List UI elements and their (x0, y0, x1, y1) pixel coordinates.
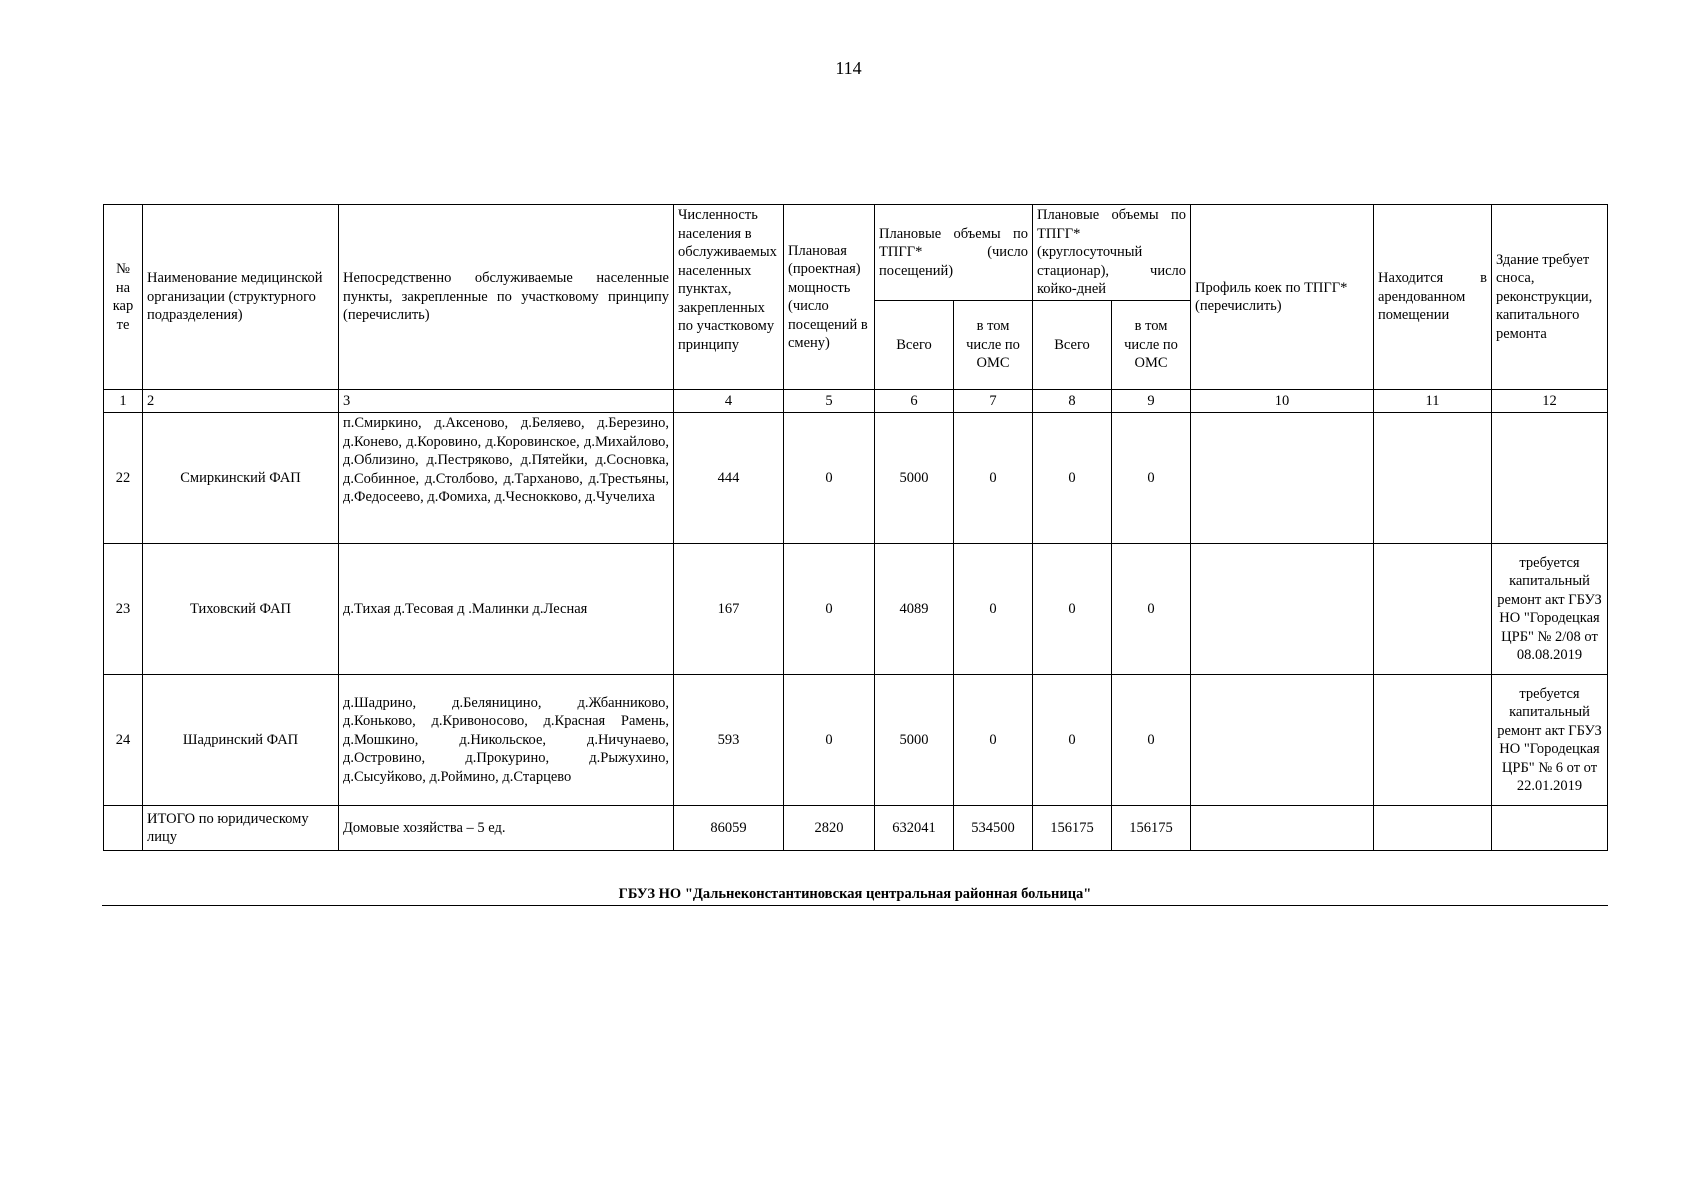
table-row (104, 675, 1608, 806)
column-number: 12 (1492, 390, 1608, 413)
bed-profile-value (1191, 413, 1374, 544)
header-organization-name: Наименование медицинской организации (структурного подразделения) (143, 205, 339, 390)
header-capacity: Плановая (проектная) мощность (число посещений в смену) (784, 205, 875, 390)
settlements-list: д.Шадрино, д.Беляницино, д.Жбанниково, д.Коньково, д.Кривоносово, д.Красная Рамень, д.Мошкино, д.Никольское, д.Ничунаево, д.Островино, д.Прокурино, д.Рыжухино, д.Сысуйково, д.Роймино, д.Старцево (339, 675, 674, 806)
column-number: 11 (1374, 390, 1492, 413)
facility-name: Шадринский ФАП (143, 675, 339, 806)
total-number (104, 806, 143, 851)
column-number: 8 (1033, 390, 1112, 413)
header-population: Численность населения в обслуживаемых населенных пунктах, закрепленных по участковому принципу (674, 205, 784, 390)
column-number: 6 (875, 390, 954, 413)
facilities-table (103, 204, 1608, 851)
total-beds-total: 156175 (1033, 806, 1112, 851)
header-visits-total: Всего (875, 300, 954, 390)
capacity-value: 0 (784, 675, 875, 806)
row-number: 22 (104, 413, 143, 544)
facility-name: Тиховский ФАП (143, 544, 339, 675)
next-organization-title: ГБУЗ НО "Дальнеконстантиновская центральная районная больница" (618, 886, 1092, 902)
column-number: 9 (1112, 390, 1191, 413)
rented-value (1374, 413, 1492, 544)
beds-oms-value: 0 (1112, 413, 1191, 544)
visits-oms-value: 0 (954, 675, 1033, 806)
header-beds-oms: в том числе по ОМС (1112, 300, 1191, 390)
rented-value (1374, 544, 1492, 675)
capacity-value: 0 (784, 544, 875, 675)
rented-value (1374, 675, 1492, 806)
column-number: 5 (784, 390, 875, 413)
capacity-value: 0 (784, 413, 875, 544)
column-number: 2 (143, 390, 339, 413)
column-number: 10 (1191, 390, 1374, 413)
header-settlements: Непосредственно обслуживаемые населенные пункты, закрепленные по участковому принципу (перечислить) (339, 205, 674, 390)
total-population: 86059 (674, 806, 784, 851)
table-row (104, 413, 1608, 544)
column-number: 1 (104, 390, 143, 413)
total-capacity: 2820 (784, 806, 875, 851)
row-number: 23 (104, 544, 143, 675)
building-condition-value (1492, 413, 1608, 544)
visits-oms-value: 0 (954, 413, 1033, 544)
total-rented (1374, 806, 1492, 851)
building-condition-value: требуется капитальный ремонт акт ГБУЗ НО "Городецкая ЦРБ" № 6 от от 22.01.2019 (1492, 675, 1608, 806)
building-condition-value: требуется капитальный ремонт акт ГБУЗ НО "Городецкая ЦРБ" № 2/08 от 08.08.2019 (1492, 544, 1608, 675)
visits-total-value: 4089 (875, 544, 954, 675)
total-bed-profile (1191, 806, 1374, 851)
row-number: 24 (104, 675, 143, 806)
facility-name: Смиркинский ФАП (143, 413, 339, 544)
visits-oms-value: 0 (954, 544, 1033, 675)
header-row-1 (104, 205, 1608, 301)
column-number: 4 (674, 390, 784, 413)
header-visits-oms: в том числе по ОМС (954, 300, 1033, 390)
title-underline (102, 905, 1608, 906)
settlements-list: п.Смиркино, д.Аксеново, д.Беляево, д.Березино, д.Конево, д.Коровино, д.Коровинское, д.Михайлово, д.Облизино, д.Пестряково, д.Пятейки, д.Сосновка, д.Собинное, д.Столбово, д.Тарханово, д.Трестьяны, д.Федосеево, д.Фомиха, д.Чеснокково, д.Чучелиха (339, 413, 674, 544)
beds-total-value: 0 (1033, 413, 1112, 544)
bed-profile-value (1191, 544, 1374, 675)
population-value: 593 (674, 675, 784, 806)
column-number: 3 (339, 390, 674, 413)
header-rented-premises: Находится в арендованном помещении (1374, 205, 1492, 390)
total-label: ИТОГО по юридическому лицу (143, 806, 339, 851)
page-number: 114 (835, 58, 862, 78)
total-row (104, 806, 1608, 851)
table-row (104, 544, 1608, 675)
total-visits-total: 632041 (875, 806, 954, 851)
total-building-condition (1492, 806, 1608, 851)
settlements-list: д.Тихая д.Тесовая д .Малинки д.Лесная (339, 544, 674, 675)
beds-total-value: 0 (1033, 544, 1112, 675)
population-value: 167 (674, 544, 784, 675)
header-building-condition: Здание требует сноса, реконструкции, капитального ремонта (1492, 205, 1608, 390)
header-planned-visits: Плановые объемы по ТПГГ* (число посещений) (875, 205, 1033, 301)
population-value: 444 (674, 413, 784, 544)
header-map-number: № на кар те (104, 205, 143, 390)
bed-profile-value (1191, 675, 1374, 806)
total-beds-oms: 156175 (1112, 806, 1191, 851)
visits-total-value: 5000 (875, 675, 954, 806)
total-settlements: Домовые хозяйства – 5 ед. (339, 806, 674, 851)
column-numbers-row (104, 390, 1608, 413)
header-bed-profile: Профиль коек по ТПГГ* (перечислить) (1191, 205, 1374, 390)
beds-total-value: 0 (1033, 675, 1112, 806)
beds-oms-value: 0 (1112, 675, 1191, 806)
beds-oms-value: 0 (1112, 544, 1191, 675)
header-beds-total: Всего (1033, 300, 1112, 390)
header-planned-bed-days: Плановые объемы по ТПГГ* (круглосуточный стационар), число койко-дней (1033, 205, 1191, 301)
visits-total-value: 5000 (875, 413, 954, 544)
total-visits-oms: 534500 (954, 806, 1033, 851)
column-number: 7 (954, 390, 1033, 413)
